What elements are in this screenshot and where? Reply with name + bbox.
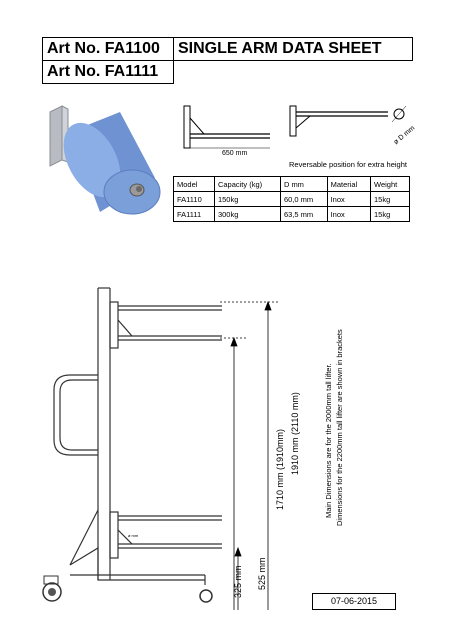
cell-model: FA1111 [174, 207, 215, 222]
cell-material: Inox [327, 207, 370, 222]
cell-material: Inox [327, 192, 370, 207]
header-capacity: Capacity (kg) [214, 177, 280, 192]
header-weight: Weight [371, 177, 410, 192]
header-model: Model [174, 177, 215, 192]
lifter-drawing [30, 280, 310, 610]
roll-illustration [40, 100, 170, 230]
spec-table [173, 176, 410, 222]
note-line-1: Main Dimensions are for the 2000mm tall lifter. [324, 363, 333, 518]
cell-capacity: 300kg [214, 207, 280, 222]
dim-length-label: 650 mm [222, 150, 248, 157]
dim-325-label: 325 mm [233, 565, 243, 598]
cell-capacity: 150kg [214, 192, 280, 207]
dim-1910-label: 1910 mm (2110 mm) [290, 392, 300, 475]
cell-diameter: 60,0 mm [280, 192, 327, 207]
dim-1710-label: 1710 mm (1910mm) [275, 428, 285, 510]
reversable-caption: Reversable position for extra height [289, 160, 407, 169]
sheet-title: SINGLE ARM DATA SHEET [173, 37, 413, 61]
small-dim-label: ø mm [128, 533, 139, 538]
table-row [174, 207, 410, 222]
note-line-2: Dimensions for the 2200mm tall lifter are shown in brackets [335, 329, 344, 526]
cell-weight: 15kg [371, 207, 410, 222]
cell-diameter: 63,5 mm [280, 207, 327, 222]
header-material: Material [327, 177, 370, 192]
date-box: 07-06-2015 [312, 593, 396, 610]
spec-table-header-row [174, 177, 410, 192]
cell-weight: 15kg [371, 192, 410, 207]
header-diameter: D mm [280, 177, 327, 192]
cell-model: FA1110 [174, 192, 215, 207]
art-number-2: Art No. FA1111 [42, 60, 174, 84]
dim-diameter-label: ø D mm [392, 124, 417, 147]
dim-525-label: 525 mm [257, 557, 267, 590]
table-row [174, 192, 410, 207]
art-number-1: Art No. FA1100 [42, 37, 174, 61]
